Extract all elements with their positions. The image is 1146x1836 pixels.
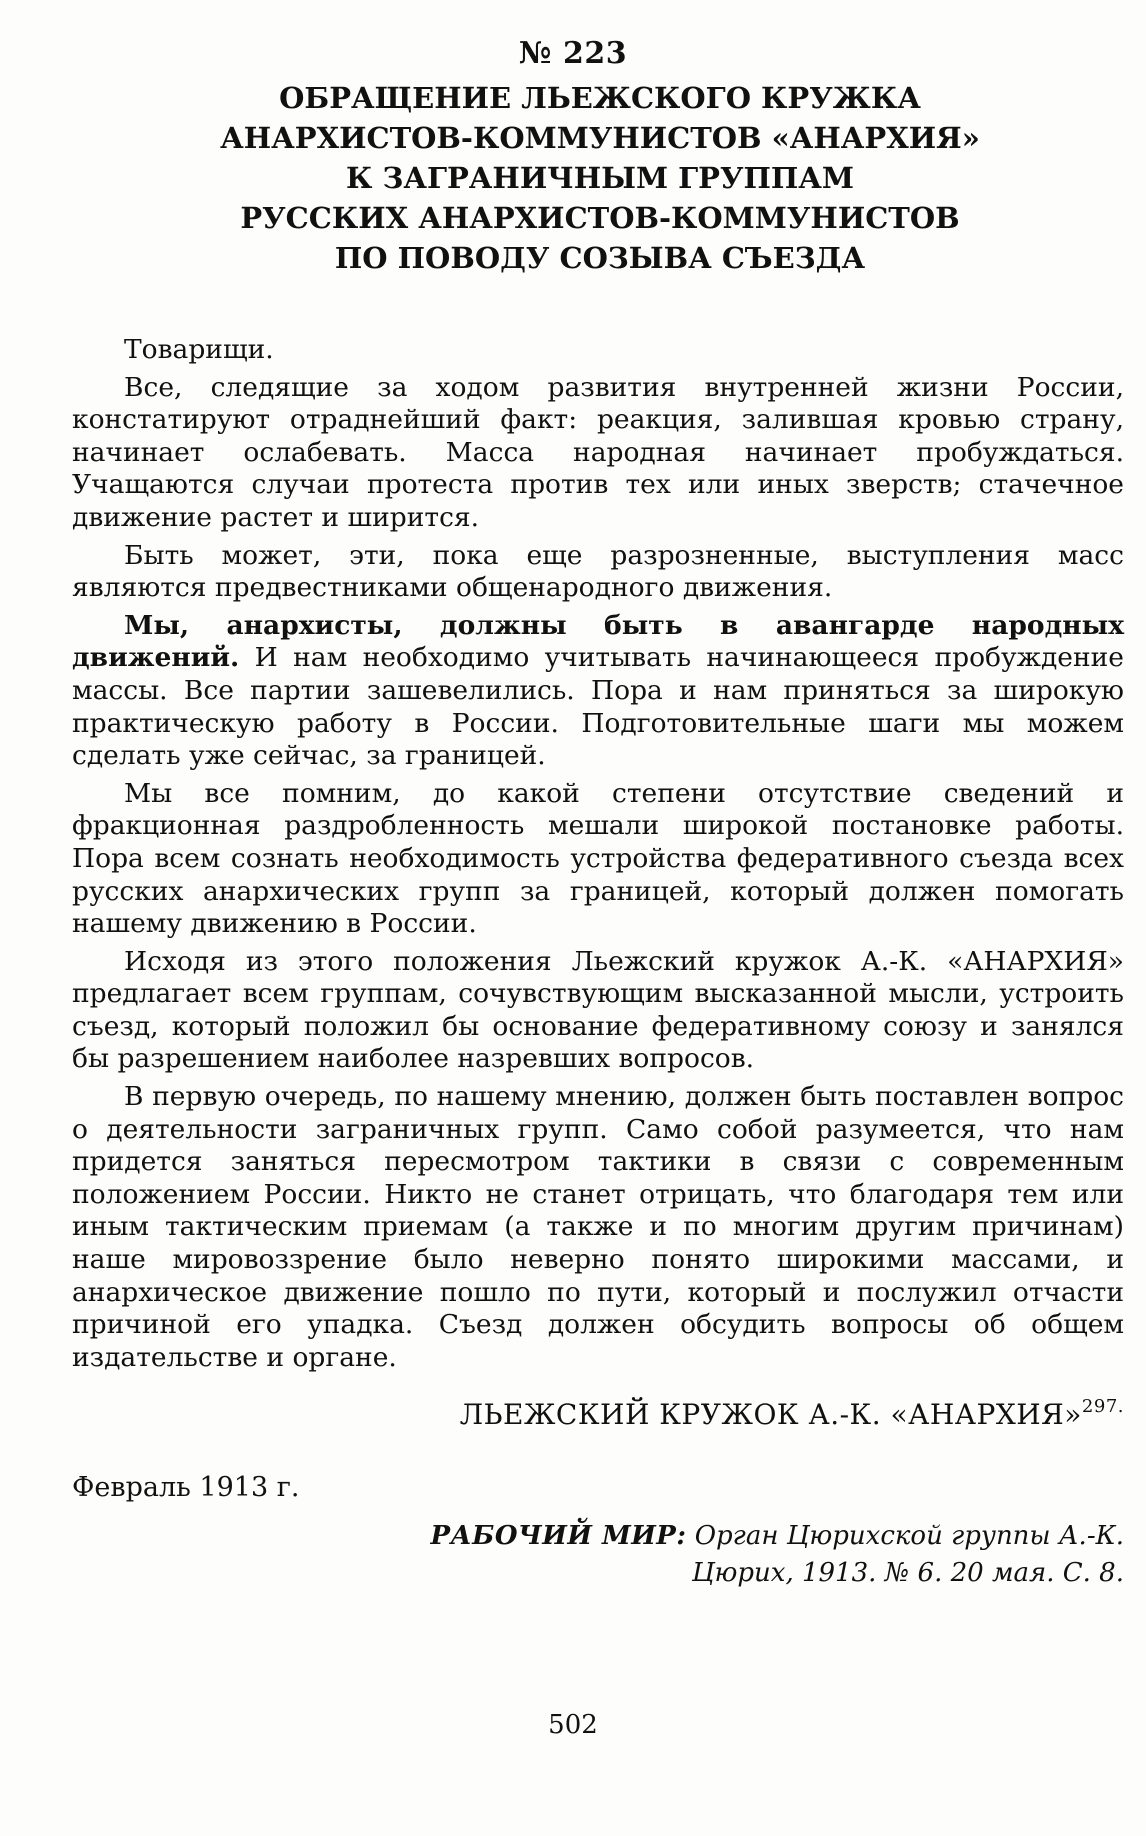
source-organ: Орган Цюрихской группы А.-К. <box>686 1521 1124 1551</box>
title-line: ОБРАЩЕНИЕ ЛЬЕЖСКОГО КРУЖКА <box>279 81 921 115</box>
footnote-marker: 297. <box>1081 1396 1124 1417</box>
source-publication: РАБОЧИЙ МИР: <box>430 1521 687 1551</box>
greeting: Товарищи. <box>124 334 274 365</box>
paragraph-text: И нам необходимо учитывать начинающееся пробуждение массы. Все партии зашевелились. Пора и нам приняться за широкую практическую работу в России. Подготовительные шаги мы можем сделать уже сейчас, за границей. <box>72 642 1124 772</box>
document-number: № 223 <box>518 36 628 71</box>
source-line-1 <box>324 1518 1124 1555</box>
signature-text: ЛЬЕЖСКИЙ КРУЖОК А.-К. «АНАРХИЯ» <box>459 1398 1082 1431</box>
paragraph: Мы все помним, до какой степени отсутствие сведений и фракционная раздробленность мешали широкой постановке работы. Пора всем сознать необходимость устройства федеративного съезда всех русских анархических групп за границей, который должен помогать нашему движению в России. <box>72 777 1124 940</box>
paragraph: Быть может, эти, пока еще разрозненные, выступления масс являются предвестниками общенародного движения. <box>72 539 1124 604</box>
paragraph: Все, следящие за ходом развития внутренней жизни России, констатируют отраднейший факт: реакция, залившая кровью страну, начинает ослабевать. Масса народная начинает пробуждаться. Учащаются случаи протеста против тех или иных зверств; стачечное движение растет и ширится. <box>72 371 1124 533</box>
document-body <box>72 334 1124 1374</box>
document-date: Февраль 1913 г. <box>72 1472 300 1503</box>
bold-lead-sentence: Мы, анархисты, должны быть в авангарде народных движений. <box>72 609 1124 674</box>
source-citation <box>324 1518 1124 1592</box>
title-line: К ЗАГРАНИЧНЫМ ГРУППАМ <box>345 161 855 195</box>
signature <box>460 1396 1124 1431</box>
title-line: РУССКИХ АНАРХИСТОВ-КОММУНИСТОВ <box>240 201 960 235</box>
source-line-2: Цюрих, 1913. № 6. 20 мая. С. 8. <box>691 1558 1124 1588</box>
paragraph: В первую очередь, по нашему мнению, должен быть поставлен вопрос о деятельности заграничных групп. Само собой разумеется, что нам придется заняться пересмотром тактики в связи с современным положением России. Никто не станет отрицать, что благодаря тем или иным тактическим приемам (а также и по многим другим причинам) наше мировоззрение было неверно понято широкими массами, и анархическое движение пошло по пути, который и послужил отчасти причиной его упадка. Съезд должен обсудить вопросы об общем издательстве и органе. <box>72 1081 1124 1373</box>
paragraph <box>72 610 1124 773</box>
title-line: АНАРХИСТОВ-КОММУНИСТОВ «АНАРХИЯ» <box>220 121 980 155</box>
page-number: 502 <box>548 1710 598 1740</box>
paragraph: Исходя из этого положения Льежский кружок А.-К. «АНАРХИЯ» предлагает всем группам, сочувствующим высказанной мысли, устроить съезд, который положил бы основание федеративному союзу и занялся бы разрешением наиболее назревших вопросов. <box>72 945 1124 1075</box>
document-title <box>100 78 1100 278</box>
title-line: ПО ПОВОДУ СОЗЫВА СЪЕЗДА <box>334 241 866 275</box>
